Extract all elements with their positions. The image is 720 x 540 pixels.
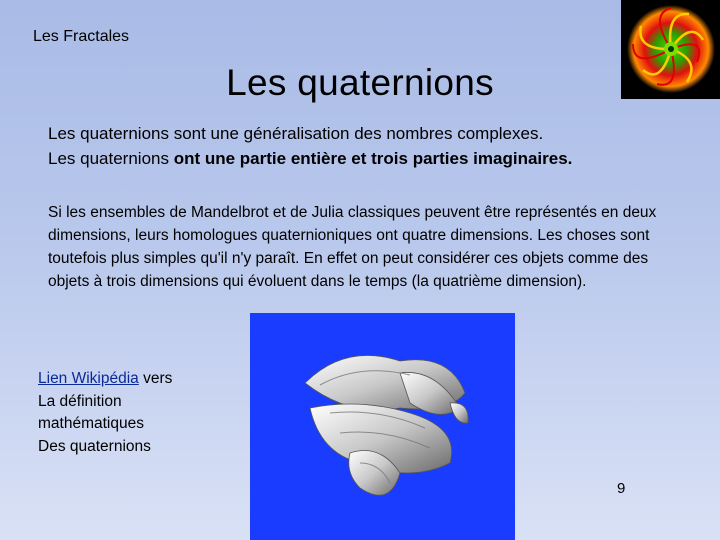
link-line-3: mathématiques: [38, 415, 144, 432]
slide-title: Les quaternions: [226, 62, 494, 103]
link-line-4: Des quaternions: [38, 437, 151, 455]
intro-line-2-start: Les quaternions: [48, 149, 174, 168]
link-line-1: [38, 368, 172, 391]
intro-line-2: [48, 146, 572, 171]
wikipedia-link-block: [38, 368, 172, 458]
section-title: Les Fractales: [33, 28, 130, 45]
intro-line-1: Les quaternions sont une généralisation des nombres complexes.: [48, 124, 544, 143]
page-number: 9: [617, 480, 626, 497]
wikipedia-link[interactable]: Lien Wikipédia: [38, 370, 139, 387]
link-suffix: vers: [138, 370, 173, 387]
body-paragraph: Si les ensembles de Mandelbrot et de Julia classiques peuvent être représentés en deux dimensions, leurs homologues quaternioniques ont quatre dimensions. Les choses sont toutefois plus simples qu'il n'y paraît. En effet on peut considérer ces objets comme des objets à trois dimensions qui évoluent dans le temps (la quatrième dimension).: [48, 204, 657, 290]
link-line-2: La définition: [38, 392, 122, 410]
quaternion-fractal-image: [250, 313, 515, 540]
intro-text: [48, 121, 572, 171]
intro-line-2-bold: ont une partie entière et trois parties imaginaires.: [173, 149, 573, 168]
